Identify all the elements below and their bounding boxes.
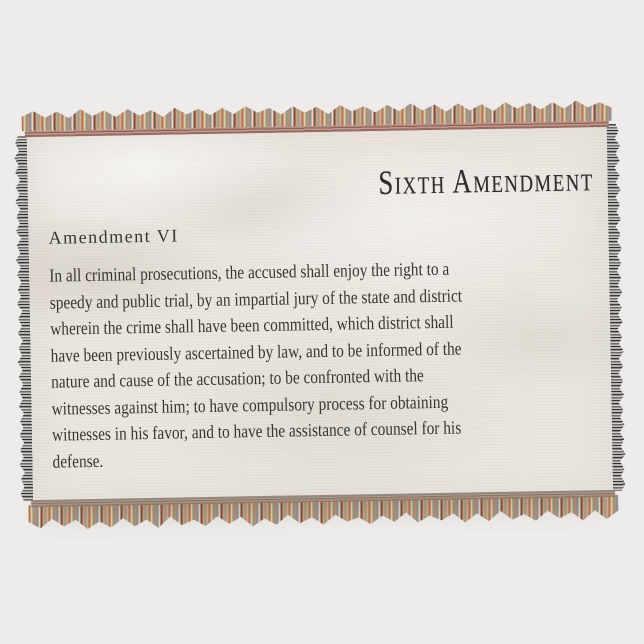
amendment-text-line: nature and cause of the accusation; to be confronted with the: [50, 366, 424, 393]
amendment-text-line: wherein the crime shall have been committed, which district shall: [50, 312, 454, 340]
amendment-text-line: defense.: [52, 451, 104, 473]
amendment-text-line: In all criminal prosecutions, the accused shall enjoy the right to a: [49, 259, 450, 287]
amendment-body: [49, 257, 465, 476]
amendment-text-line: witnesses in his favor, and to have the assistance of counsel for his: [51, 418, 462, 446]
amendment-text-line: speedy and public trial, by an impartial jury of the state and district: [49, 286, 463, 314]
blanket-fabric: [27, 121, 613, 506]
blanket-title: Sixth Amendment: [378, 161, 595, 202]
amendment-heading: Amendment VI: [48, 225, 179, 248]
amendment-text-line: have been previously ascertained by law, and to be informed of the: [50, 339, 462, 367]
throw-blanket-photo: [27, 121, 613, 506]
amendment-text-line: witnesses against him; to have compulsory process for obtaining: [51, 392, 449, 420]
